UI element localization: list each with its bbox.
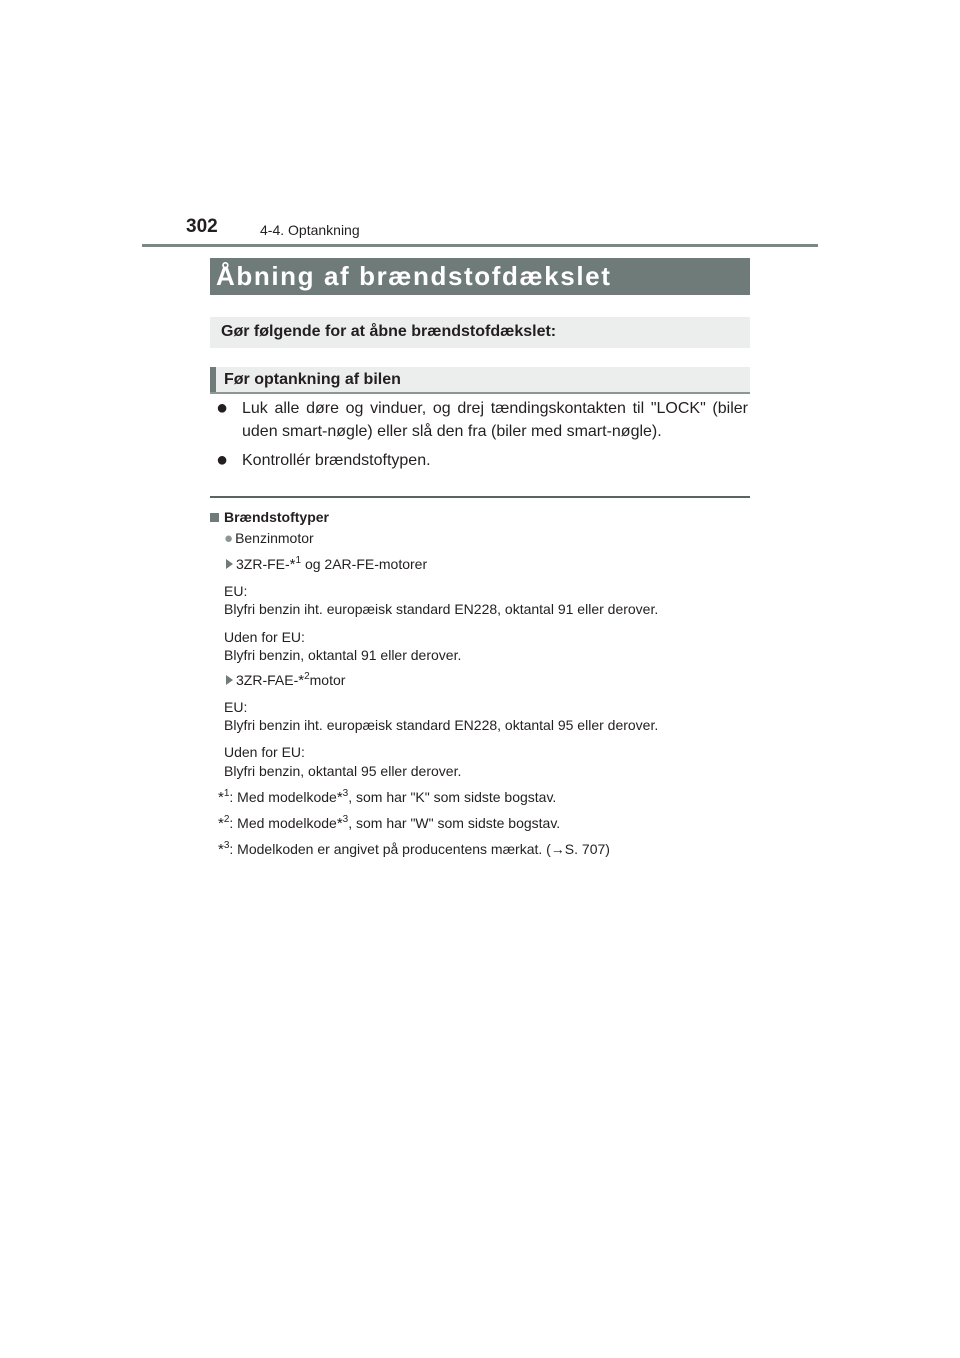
variant1-noneu-text: Blyfri benzin, oktantal 91 eller derover. [224,647,462,663]
footnote-number: 3 [342,788,349,799]
page-title: Åbning af brændstofdækslet [216,261,612,291]
footnote-text: , som har "W" som sidste bogstav. [348,815,561,831]
footnote-text: : Med modelkode [229,815,337,831]
subheading-text: Før optankning af bilen [224,371,401,388]
footnote-star: * [218,815,224,832]
page-number: 302 [186,216,218,237]
subheading-accent-bar [210,367,216,392]
footnote-number: 2 [304,671,310,682]
triangle-bullet-icon [226,675,233,685]
footnote-star: * [289,556,296,573]
triangle-bullet-icon [226,559,233,569]
footnote-number: 2 [223,814,230,825]
intro-text: Gør følgende for at åbne brændstofdækslet: [221,323,557,340]
section-label: 4-4. Optankning [260,222,360,238]
variant1-suffix: og 2AR-FE-motorer [301,556,428,572]
bullet-icon: ● [216,397,229,419]
variant2-noneu-text: Blyfri benzin, oktantal 95 eller derover. [224,763,462,779]
footnote-number: 3 [223,840,230,851]
variant2-eu-text: Blyfri benzin iht. europæisk standard EN228, oktantal 95 eller derover. [224,717,659,733]
notes-heading: Brændstoftyper [224,509,330,525]
engine-row [210,530,314,547]
variant2-prefix: 3ZR-FAE- [236,672,299,688]
footnote-number: 1 [295,555,302,566]
subheading-banner [210,367,750,394]
footnote-item [218,841,610,858]
footnote-number: 1 [223,788,230,799]
footnote-star: * [336,789,343,806]
footnote-item [218,789,556,806]
footnote-item [218,815,560,832]
footnote-star: * [336,815,343,832]
footnote-star: * [298,672,305,689]
variant1-eu-label: EU: [224,583,248,599]
step-text: Kontrollér brændstoftypen. [242,452,431,469]
footnote-text: : Modelkoden er angivet på producentens mærkat. (→S. 707) [229,841,610,857]
variant1-eu-text: Blyfri benzin iht. europæisk standard EN228, oktantal 91 eller derover. [224,601,659,617]
intro-box [210,317,750,348]
footnote-text: : Med modelkode [229,789,337,805]
variant2-row [210,672,345,689]
variant2-eu-label: EU: [224,699,248,715]
footnote-star: * [218,841,224,858]
bullet-icon: ● [216,449,229,471]
header-rule [142,244,818,247]
step-item [216,449,748,472]
variant1-noneu-label: Uden for EU: [224,629,305,645]
variant2-noneu-label: Uden for EU: [224,744,305,760]
step-text: Luk alle døre og vinduer, og drej tændingskontakten til "LOCK" (biler uden smart-nøgle) eller slå den fra (biler med smart-nøgle). [242,400,748,440]
title-banner [210,258,750,295]
variant1-row [210,556,427,573]
footnote-number: 3 [342,814,349,825]
square-bullet-icon [210,513,219,522]
footnote-text: , som har "K" som sidste bogstav. [348,789,557,805]
step-item [216,397,748,443]
engine-label: Benzinmotor [235,530,314,546]
bullet-icon: ● [224,530,234,547]
variant1-prefix: 3ZR-FE- [236,556,290,572]
notes-heading-row [210,509,329,525]
variant2-suffix: motor [309,672,346,688]
section-divider [210,496,750,498]
footnote-star: * [218,789,224,806]
